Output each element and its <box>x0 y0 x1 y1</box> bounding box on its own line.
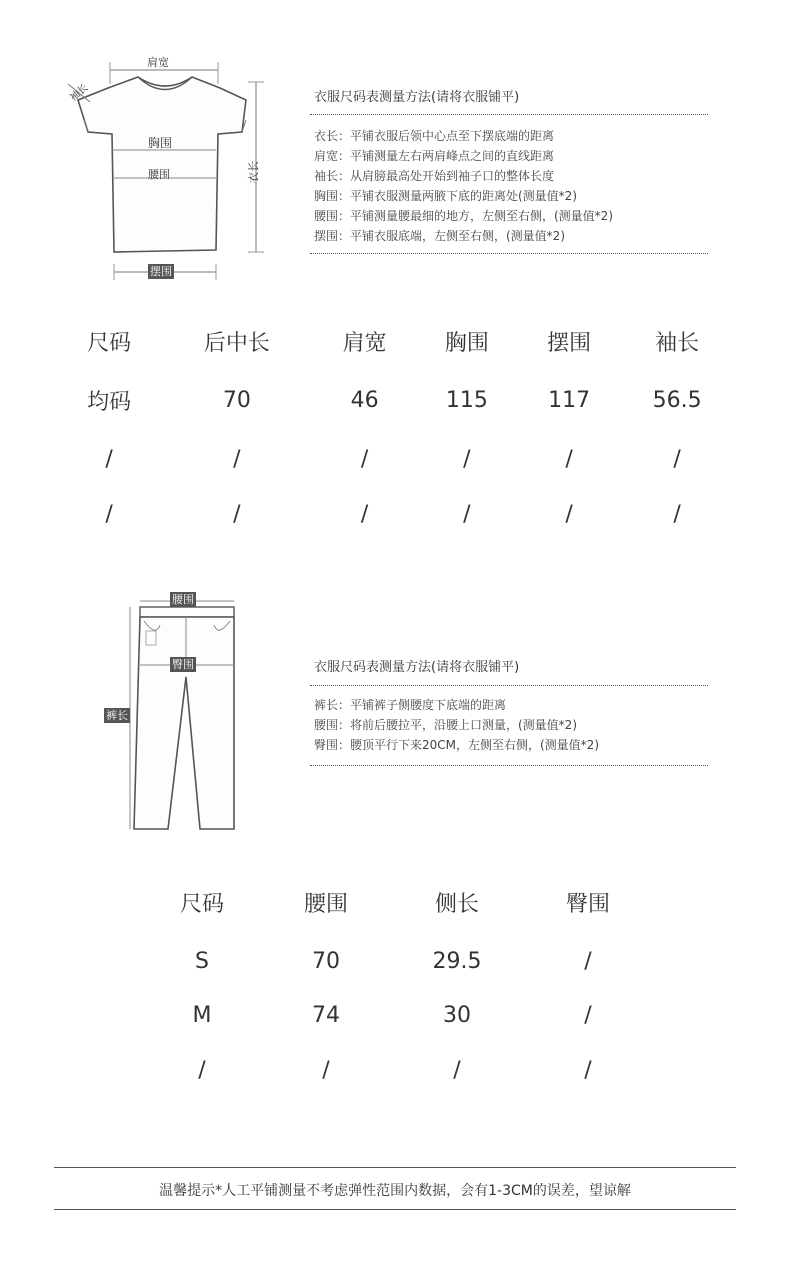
table-cell: 117 <box>548 388 591 413</box>
table-cell: / <box>233 447 241 472</box>
table-row <box>58 369 734 432</box>
table-header-cell: 肩宽 <box>342 331 387 356</box>
table-header-cell: 胸围 <box>444 331 489 356</box>
table-row <box>140 992 650 1038</box>
pants-guide-lines <box>314 695 708 755</box>
top-guide-title: 衣服尺码表测量方法(请将衣服铺平) <box>314 90 520 105</box>
footer-divider-bottom <box>54 1209 736 1210</box>
table-header-cell: 侧长 <box>434 892 479 917</box>
top-guide-line: 衣长：平铺衣服后领中心点至下摆底端的距离 <box>314 129 555 143</box>
table-cell: 70 <box>312 948 340 974</box>
top-guide <box>310 86 708 254</box>
label-hem: 摆围 <box>150 265 172 278</box>
label-chest: 胸围 <box>148 136 173 150</box>
top-size-table <box>58 314 734 542</box>
table-header-cell: 臀围 <box>565 892 610 917</box>
top-guide-line: 腰围：平铺测量腰最细的地方，左侧至右侧，(测量值*2) <box>314 209 614 223</box>
table-cell: 115 <box>445 388 488 413</box>
table-cell: / <box>463 447 471 472</box>
table-cell: / <box>673 447 681 472</box>
top-guide-divider <box>310 114 708 115</box>
table-cell: / <box>105 502 113 527</box>
pants-guide-divider <box>310 765 708 766</box>
tshirt-diagram <box>60 40 300 285</box>
table-header-cell: 腰围 <box>303 892 348 917</box>
table-header-row <box>58 314 734 369</box>
table-cell: / <box>673 502 681 527</box>
table-cell: / <box>453 1057 461 1083</box>
table-cell: / <box>233 502 241 527</box>
table-cell: / <box>322 1057 330 1083</box>
pants-guide <box>310 656 708 766</box>
top-guide-line: 肩宽：平铺测量左右两肩峰点之间的直线距离 <box>314 149 555 163</box>
table-header-cell: 摆围 <box>547 331 592 356</box>
table-header-cell: 尺码 <box>87 331 132 356</box>
pants-guide-line: 腰围：将前后腰拉平，沿腰上口测量，(测量值*2) <box>314 718 577 732</box>
table-header-row <box>140 875 650 930</box>
table-cell: / <box>105 447 113 472</box>
table-row <box>58 432 734 487</box>
table-cell: S <box>195 948 209 974</box>
label-length: 衣长 <box>247 161 260 183</box>
label-pants-waist: 腰围 <box>172 593 194 606</box>
footer-divider-top <box>54 1167 736 1168</box>
table-cell: / <box>463 502 471 527</box>
table-cell: / <box>584 1002 592 1028</box>
table-row <box>58 487 734 542</box>
label-pants-hip: 臀围 <box>172 658 194 671</box>
pants-guide-line: 臀围：腰顶平行下来20CM，左侧至右侧，(测量值*2) <box>314 738 600 752</box>
table-header-cell: 袖长 <box>655 331 700 356</box>
tshirt-outline-icon <box>60 40 300 285</box>
pants-guide-divider <box>310 685 708 686</box>
table-cell: 74 <box>312 1002 340 1028</box>
pants-guide-line: 裤长：平铺裤子侧腰度下底端的距离 <box>314 698 507 712</box>
table-cell: / <box>565 447 573 472</box>
pants-guide-title: 衣服尺码表测量方法(请将衣服铺平) <box>314 660 520 675</box>
top-guide-line: 胸围：平铺衣服测量两腋下底的距离处(测量值*2) <box>314 189 577 203</box>
top-guide-lines <box>314 126 708 246</box>
pants-size-table <box>140 875 650 1102</box>
top-guide-line: 摆围：平铺衣服底端，左侧至右侧，(测量值*2) <box>314 229 565 243</box>
table-cell: 29.5 <box>432 948 482 974</box>
table-cell: 70 <box>222 388 251 413</box>
label-sleeve: 袖长 <box>68 82 91 104</box>
top-guide-divider <box>310 253 708 254</box>
label-pants-length: 裤长 <box>106 709 128 722</box>
table-row <box>140 1038 650 1102</box>
table-cell: / <box>360 502 369 527</box>
table-cell: 均码 <box>87 390 132 415</box>
pants-diagram <box>100 585 250 840</box>
label-waist: 腰围 <box>148 168 170 181</box>
table-cell: / <box>198 1057 206 1083</box>
table-cell: / <box>565 502 573 527</box>
table-cell: 56.5 <box>652 388 702 413</box>
table-cell: M <box>192 1002 212 1028</box>
table-cell: / <box>584 1057 592 1083</box>
table-header-cell: 后中长 <box>203 331 270 356</box>
table-cell: 30 <box>442 1002 471 1028</box>
top-guide-line: 袖长：从肩膀最高处开始到袖子口的整体长度 <box>314 169 555 183</box>
table-cell: / <box>360 447 369 472</box>
footer-tip: 温馨提示*人工平铺测量不考虑弹性范围内数据，会有1-3CM的误差，望谅解 <box>159 1183 631 1199</box>
label-shoulder: 肩宽 <box>147 56 169 69</box>
table-row <box>140 930 650 992</box>
table-header-cell: 尺码 <box>179 892 224 917</box>
table-cell: / <box>584 948 592 974</box>
table-cell: 46 <box>350 388 379 413</box>
